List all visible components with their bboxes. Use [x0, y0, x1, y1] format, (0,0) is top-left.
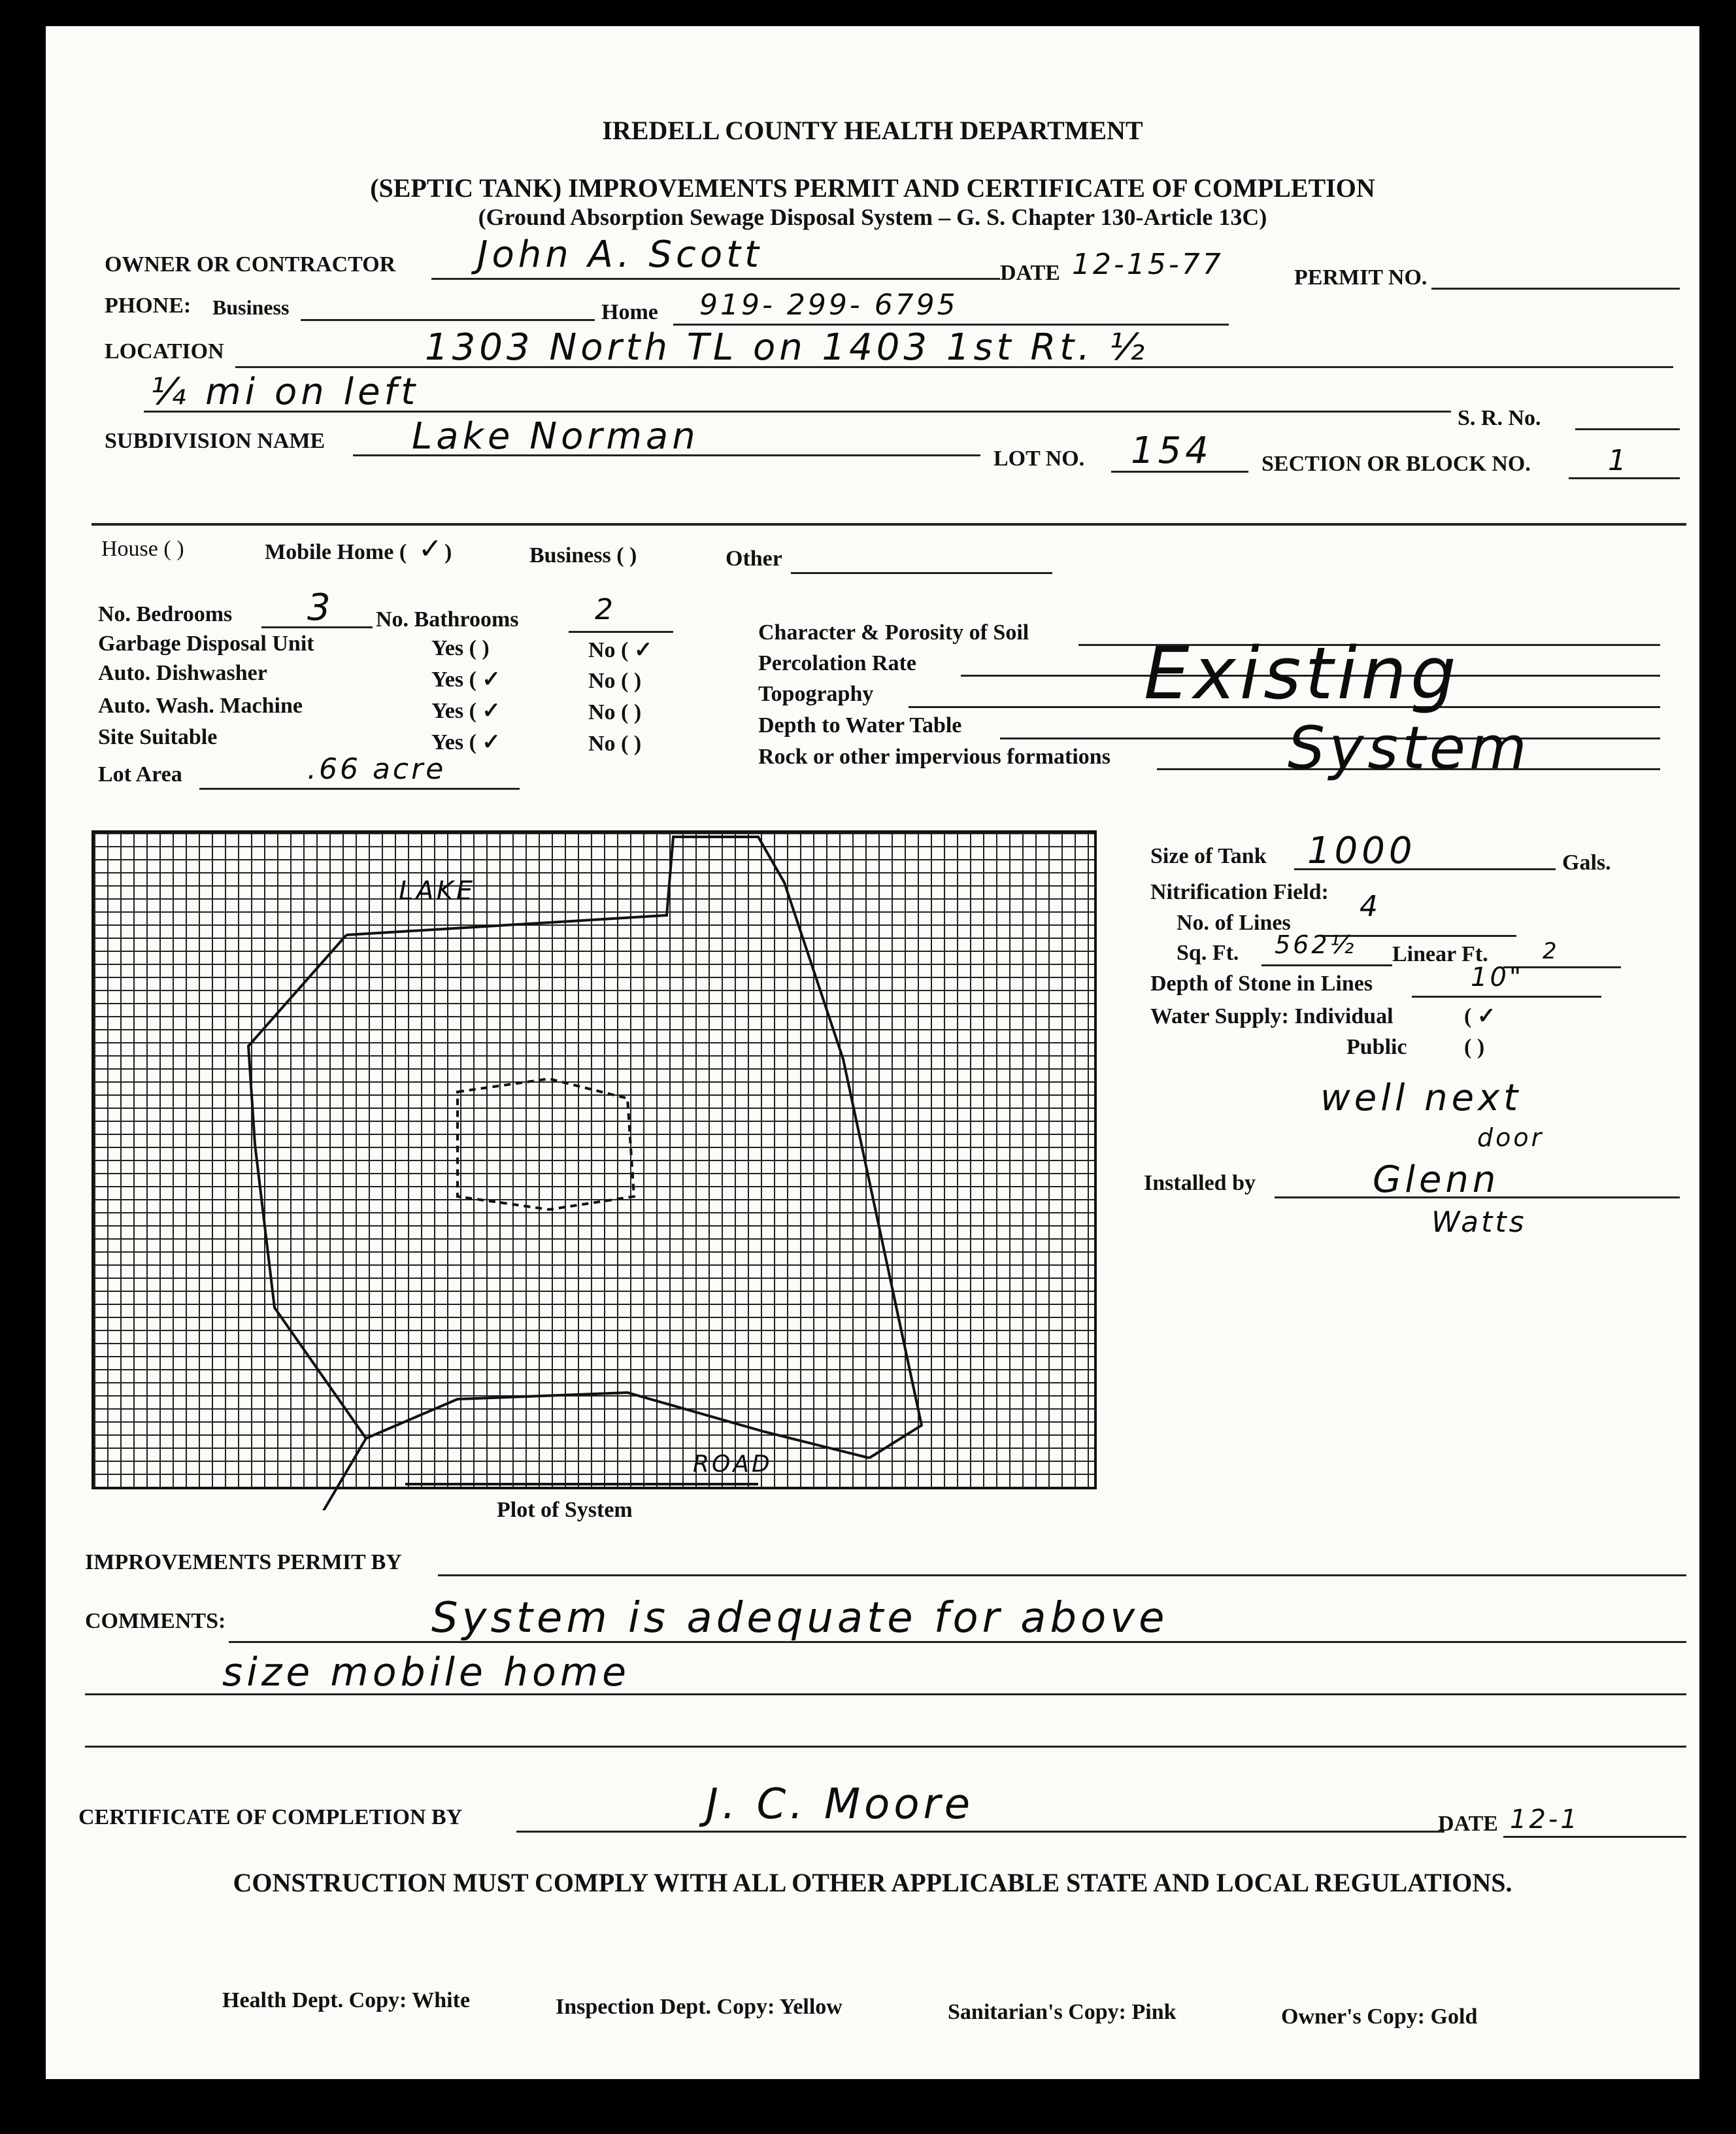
- stone-depth-value: 10": [1471, 962, 1524, 992]
- installed-by-value-2: Watts: [1431, 1206, 1527, 1239]
- plot-sketch: [92, 830, 1098, 1510]
- lot-area-value: .66 acre: [307, 753, 446, 786]
- owner-value: John A. Scott: [477, 233, 763, 276]
- tank-size-label: Size of Tank: [1150, 844, 1267, 868]
- house-option: House ( ): [101, 537, 184, 561]
- other-line: [791, 572, 1052, 574]
- check-yes-site: Yes ( ✓: [431, 730, 501, 754]
- check-no-site: No ( ): [588, 732, 642, 756]
- check-yes-washer: Yes ( ✓: [431, 699, 501, 723]
- soil-note-system: System: [1288, 714, 1531, 783]
- bedrooms-label: No. Bedrooms: [98, 602, 233, 626]
- comments-value-1: System is adequate for above: [431, 1594, 1169, 1642]
- certificate-signature: J. C. Moore: [706, 1780, 975, 1829]
- water-public-check: ( ): [1464, 1035, 1485, 1059]
- water-public-label: Public: [1346, 1035, 1407, 1059]
- bathrooms-value: 2: [595, 593, 616, 626]
- bathrooms-line: [569, 631, 673, 633]
- tank-gals-label: Gals.: [1562, 851, 1611, 875]
- date-value: 12-15-77: [1072, 248, 1224, 281]
- stone-depth-label: Depth of Stone in Lines: [1150, 972, 1373, 996]
- location-value-2: ¼ mi on left: [150, 371, 420, 413]
- compliance-notice: CONSTRUCTION MUST COMPLY WITH ALL OTHER APPLICABLE STATE AND LOCAL REGULATIONS.: [233, 1868, 1512, 1897]
- sr-no-label: S. R. No.: [1458, 406, 1541, 430]
- sqft-line: [1261, 964, 1392, 966]
- check-label-washer: Auto. Wash. Machine: [98, 694, 303, 718]
- comments-label: COMMENTS:: [85, 1609, 226, 1633]
- water-individual-check: ( ✓: [1464, 1004, 1496, 1028]
- date-label: DATE: [1000, 261, 1060, 285]
- check-no-washer: No ( ): [588, 700, 642, 724]
- copy-health-dept: Health Dept. Copy: White: [222, 1988, 471, 2012]
- business-label: Business: [212, 296, 290, 319]
- bathrooms-label: No. Bathrooms: [376, 607, 519, 632]
- soil-item-character: Character & Porosity of Soil: [758, 620, 1029, 645]
- home-phone-value: 919- 299- 6795: [699, 288, 958, 322]
- form-title: (SEPTIC TANK) IMPROVEMENTS PERMIT AND CERTIFICATE OF COMPLETION: [370, 173, 1375, 203]
- copy-inspection-dept: Inspection Dept. Copy: Yellow: [556, 1995, 843, 2019]
- plot-label-road: ROAD: [693, 1451, 773, 1478]
- stone-depth-line: [1412, 996, 1601, 998]
- mobile-home-mark: ✓: [418, 532, 445, 566]
- form-subtitle: (Ground Absorption Sewage Disposal System – G. S. Chapter 130-Article 13C): [478, 204, 1267, 230]
- department-title: IREDELL COUNTY HEALTH DEPARTMENT: [602, 116, 1143, 145]
- home-label: Home: [601, 300, 658, 324]
- certificate-label: CERTIFICATE OF COMPLETION BY: [78, 1805, 463, 1829]
- installed-by-label: Installed by: [1144, 1171, 1256, 1195]
- lot-area-label: Lot Area: [98, 762, 182, 787]
- linear-ft-value: 2: [1543, 938, 1560, 964]
- certificate-date-value: 12-1: [1510, 1804, 1580, 1835]
- well-note-1: well next: [1320, 1077, 1522, 1119]
- permit-by-label: IMPROVEMENTS PERMIT BY: [85, 1550, 402, 1574]
- check-label-site: Site Suitable: [98, 725, 218, 749]
- plot-septic-area: [458, 1079, 634, 1210]
- check-yes-dishwasher: Yes ( ✓: [431, 668, 501, 692]
- check-label-garbage: Garbage Disposal Unit: [98, 632, 314, 656]
- check-yes-garbage: Yes ( ): [431, 636, 490, 660]
- certificate-date-line: [1503, 1836, 1686, 1838]
- soil-item-percolation: Percolation Rate: [758, 651, 917, 675]
- tank-size-value: 1000: [1307, 830, 1416, 872]
- mobile-home-option: Mobile Home (: [265, 540, 407, 564]
- sr-no-line: [1575, 428, 1680, 430]
- location-value-1: 1303 North TL on 1403 1st Rt. ½: [425, 326, 1149, 369]
- owner-line: [431, 278, 1000, 280]
- lot-no-label: LOT NO.: [993, 447, 1085, 471]
- location-label: LOCATION: [105, 339, 224, 364]
- permit-no-label: PERMIT NO.: [1294, 265, 1427, 290]
- business-line: [301, 319, 595, 321]
- section-line: [1569, 477, 1680, 479]
- plot-label-lake: LAKE: [399, 876, 476, 906]
- check-no-garbage: No ( ✓: [588, 638, 653, 662]
- installed-by-value-1: Glenn: [1373, 1159, 1500, 1201]
- plot-pointer: [301, 1438, 366, 1510]
- linear-ft-label: Linear Ft.: [1392, 942, 1488, 966]
- home-line: [673, 324, 1229, 326]
- comments-line-3: [85, 1746, 1686, 1748]
- sqft-label: Sq. Ft.: [1177, 941, 1239, 965]
- lot-area-line: [199, 788, 520, 790]
- permit-sheet: [46, 26, 1699, 2079]
- soil-note-existing: Existing: [1144, 632, 1460, 715]
- section-divider: [92, 523, 1686, 526]
- bedrooms-value: 3: [307, 586, 335, 629]
- section-value: 1: [1608, 444, 1629, 477]
- subdivision-label: SUBDIVISION NAME: [105, 429, 326, 453]
- owner-label: OWNER OR CONTRACTOR: [105, 252, 396, 277]
- plot-boundary-right: [346, 837, 922, 1458]
- lot-no-value: 154: [1131, 430, 1212, 472]
- check-label-dishwasher: Auto. Dishwasher: [98, 661, 267, 685]
- lines-label: No. of Lines: [1177, 911, 1291, 935]
- certificate-line: [516, 1831, 1444, 1833]
- plot-caption: Plot of System: [497, 1498, 633, 1522]
- well-note-2: door: [1477, 1123, 1544, 1152]
- lines-value: 4: [1360, 890, 1380, 923]
- sqft-value: 562½: [1275, 930, 1357, 959]
- copy-sanitarian: Sanitarian's Copy: Pink: [948, 2000, 1177, 2024]
- plot-boundary-left: [248, 935, 869, 1458]
- permit-no-line: [1431, 288, 1680, 290]
- certificate-date-label: DATE: [1438, 1812, 1498, 1836]
- soil-item-water-table: Depth to Water Table: [758, 713, 962, 737]
- soil-item-rock: Rock or other impervious formations: [758, 745, 1110, 769]
- permit-by-line: [438, 1574, 1686, 1576]
- comments-value-2: size mobile home: [222, 1650, 631, 1695]
- subdivision-value: Lake Norman: [412, 415, 699, 458]
- check-no-dishwasher: No ( ): [588, 669, 642, 693]
- other-option: Other: [726, 547, 782, 571]
- section-label: SECTION OR BLOCK NO.: [1261, 452, 1531, 476]
- soil-item-topography: Topography: [758, 682, 874, 706]
- nitrification-label: Nitrification Field:: [1150, 880, 1329, 904]
- copy-owner: Owner's Copy: Gold: [1281, 2005, 1478, 2029]
- business-option: Business ( ): [529, 543, 637, 567]
- water-supply-label: Water Supply: Individual: [1150, 1004, 1394, 1028]
- phone-label: PHONE:: [105, 294, 192, 318]
- mobile-home-close: ): [444, 540, 452, 564]
